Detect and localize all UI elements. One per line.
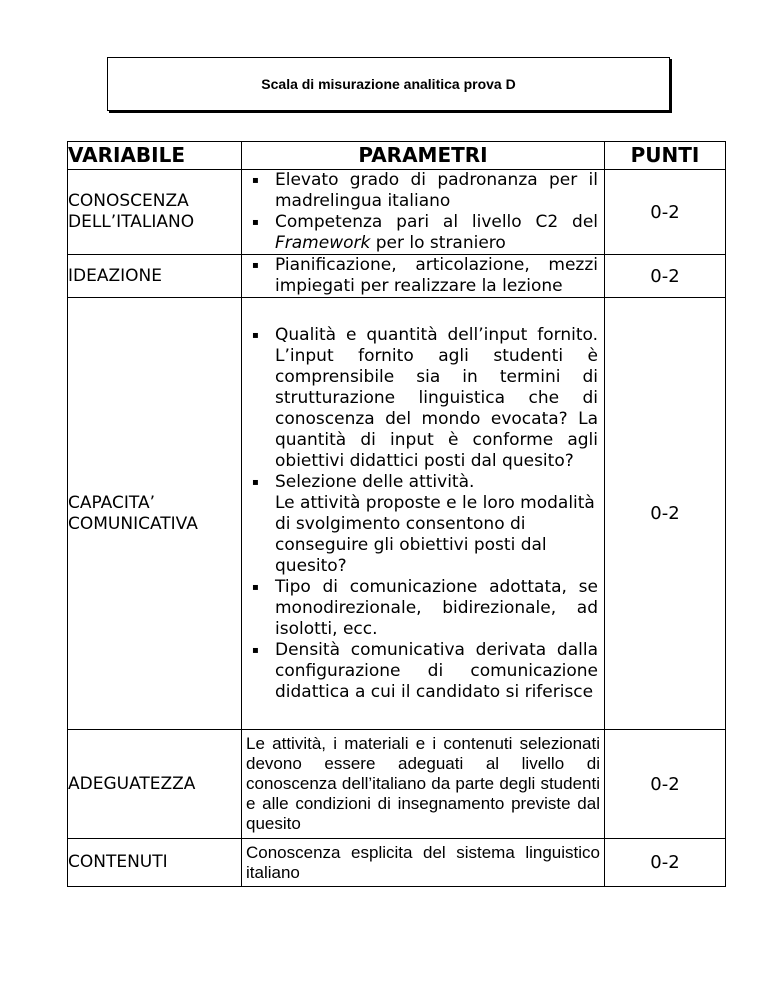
variable-name: COMUNICATIVA — [68, 513, 198, 534]
parameter-text: Le attività, i materiali e i contenuti selezionati devono essere adeguati al livello di conoscenza dell’italiano da parte degli studenti e alle condizioni di insegnamento previste dal quesito — [246, 734, 600, 833]
parameter-item: ▪ Elevato grado di padronanza per il madrelingua italiano — [246, 170, 598, 212]
framework-term: Framework — [275, 233, 371, 253]
variable-cell — [68, 839, 242, 887]
parameter-item: ▪ Pianificazione, articolazione, mezzi impiegati per realizzare la lezione — [246, 255, 598, 297]
table-row — [68, 255, 726, 298]
variable-name: CONTENUTI — [68, 852, 168, 872]
variable-name: CAPACITA’ — [68, 492, 155, 513]
variable-name: CONOSCENZA — [68, 191, 189, 211]
variable-cell — [68, 730, 242, 839]
header-parameters: PARAMETRI — [242, 142, 605, 170]
points-cell: 0-2 — [605, 839, 726, 887]
parameter-item: ▪ Densità comunicativa derivata dalla configurazione di comunicazione didattica a cui il candidato si riferisce — [246, 640, 598, 703]
table-row — [68, 839, 726, 887]
parameter-item-body: Le attività proposte e le loro modalità di svolgimento consentono di conseguire gli obiettivi posti dal quesito? — [275, 492, 595, 576]
document-title: Scala di misurazione analitica prova D — [107, 57, 670, 111]
header-points: PUNTI — [605, 142, 726, 170]
points-cell: 0-2 — [605, 170, 726, 255]
table-row — [68, 170, 726, 255]
variable-name: IDEAZIONE — [68, 265, 162, 286]
parameter-item: ▪ Tipo di comunicazione adottata, se monodirezionale, bidirezionale, ad isolotti, ecc. — [246, 577, 598, 640]
variable-name: DELL’ITALIANO — [68, 212, 195, 232]
parameter-item-heading: ▪ Selezione delle attività. — [275, 471, 475, 492]
parameter-item: ▪ Competenza pari al livello C2 del Framework per lo straniero — [246, 212, 598, 254]
parameter-item — [246, 472, 598, 577]
header-variable: VARIABILE — [68, 142, 242, 170]
parameters-cell — [242, 730, 605, 839]
variable-cell — [68, 298, 242, 730]
table-header-row — [68, 142, 726, 170]
parameters-cell — [242, 298, 605, 730]
parameter-item: ▪ Qualità e quantità dell’input fornito. L’input fornito agli studenti è comprensibile sia in termini di strutturazione linguistica che di conoscenza del mondo evocata? La quantità di input è conforme agli obiettivi didattici posti dal quesito? — [246, 325, 598, 472]
points-cell: 0-2 — [605, 255, 726, 298]
parameters-cell — [242, 255, 605, 298]
variable-cell — [68, 170, 242, 255]
parameters-cell — [242, 170, 605, 255]
evaluation-table — [67, 141, 726, 887]
parameter-text: Conoscenza esplicita del sistema linguistico italiano — [246, 842, 600, 882]
points-cell: 0-2 — [605, 298, 726, 730]
table-row — [68, 730, 726, 839]
table-row — [68, 298, 726, 730]
variable-name: ADEGUATEZZA — [68, 773, 196, 794]
points-cell: 0-2 — [605, 730, 726, 839]
variable-cell — [68, 255, 242, 298]
parameters-cell — [242, 839, 605, 887]
